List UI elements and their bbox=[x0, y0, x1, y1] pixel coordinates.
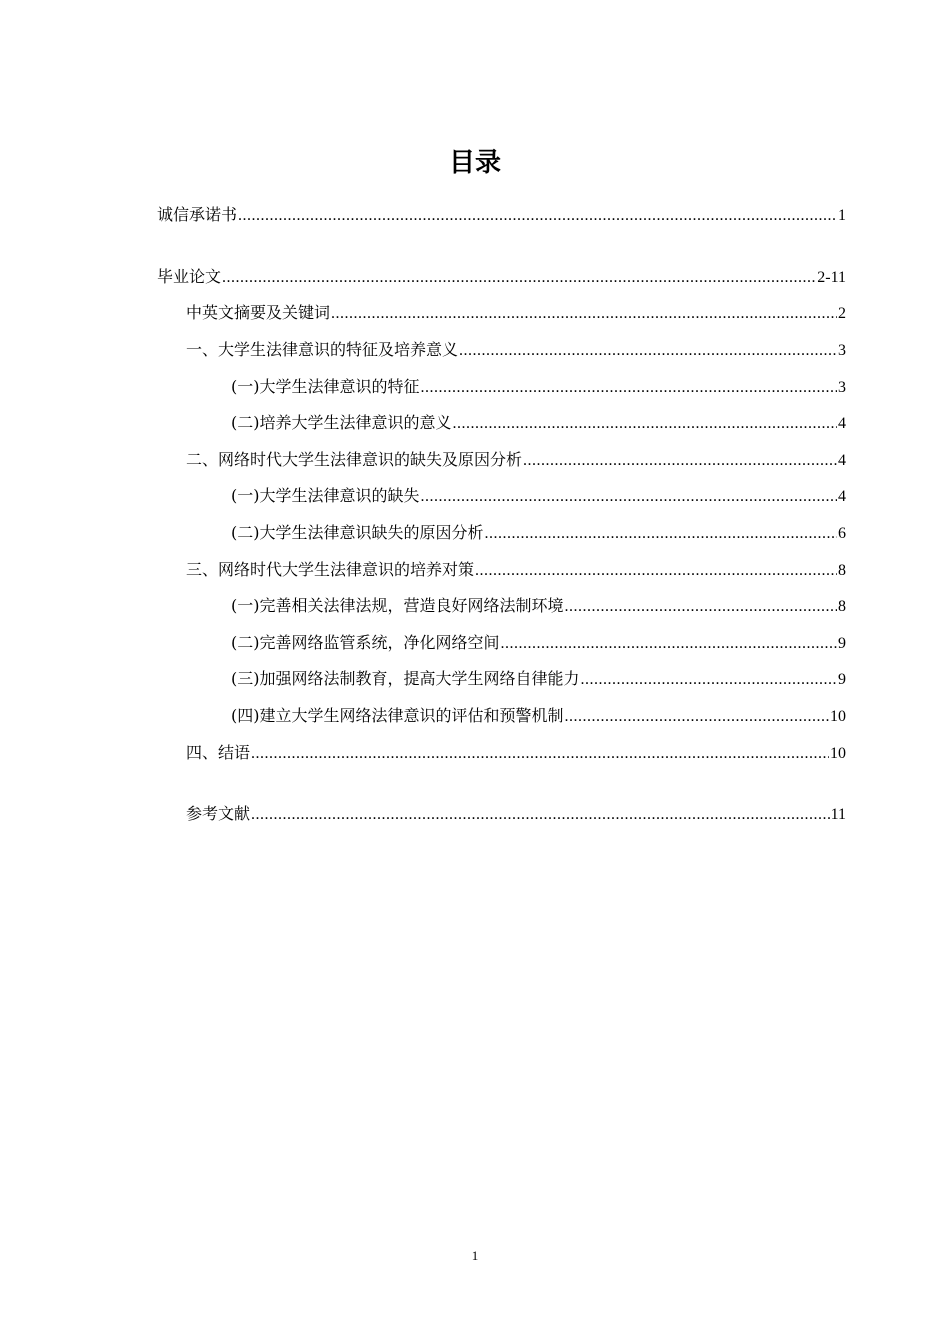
toc-entry[interactable] bbox=[157, 264, 846, 290]
toc-entry[interactable] bbox=[186, 300, 846, 326]
toc-leader-dots bbox=[565, 704, 830, 730]
toc-entry[interactable] bbox=[157, 202, 846, 228]
toc-entry-label: 三、网络时代大学生法律意识的培养对策 bbox=[186, 560, 475, 579]
toc-leader-dots bbox=[421, 375, 838, 401]
toc-entry-page: 10 bbox=[830, 708, 846, 725]
toc-leader-dots bbox=[459, 338, 837, 364]
toc-entry-label: 参考文献 bbox=[186, 804, 251, 823]
toc-leader-dots bbox=[501, 631, 838, 657]
toc-entry-page: 2 bbox=[838, 305, 846, 322]
toc-entry[interactable] bbox=[186, 447, 846, 473]
toc-entry[interactable] bbox=[186, 337, 846, 363]
toc-entry-label: (二)大学生法律意识缺失的原因分析 bbox=[231, 523, 484, 542]
toc-leader-dots bbox=[565, 594, 838, 620]
toc-entry[interactable] bbox=[231, 483, 846, 509]
toc-leader-dots bbox=[485, 521, 838, 547]
toc-entry-page: 9 bbox=[838, 671, 846, 688]
toc-leader-dots bbox=[421, 484, 838, 510]
toc-entry-page: 4 bbox=[838, 488, 846, 505]
toc-entry-page: 11 bbox=[830, 806, 846, 823]
toc-entry-page: 1 bbox=[838, 207, 846, 224]
toc-entry-page: 8 bbox=[838, 598, 846, 615]
toc-leader-dots bbox=[222, 265, 816, 291]
toc-entry-label: (二)完善网络监管系统，净化网络空间 bbox=[231, 633, 500, 652]
toc-entry-label: (一)大学生法律意识的缺失 bbox=[231, 486, 420, 505]
toc-entry[interactable] bbox=[231, 666, 846, 692]
toc-entry-label: (二)培养大学生法律意识的意义 bbox=[231, 413, 452, 432]
toc-entry[interactable] bbox=[231, 593, 846, 619]
page-title: 目录 bbox=[448, 148, 501, 178]
toc-entry-page: 3 bbox=[838, 379, 846, 396]
toc-entry-page: 10 bbox=[830, 745, 846, 762]
toc-entry-page: 6 bbox=[838, 525, 846, 542]
toc-entry-label: (一)完善相关法律法规，营造良好网络法制环境 bbox=[231, 596, 564, 615]
toc-entry-label: (四)建立大学生网络法律意识的评估和预警机制 bbox=[231, 706, 564, 725]
toc-entry-label: 一、大学生法律意识的特征及培养意义 bbox=[186, 340, 459, 359]
toc-entry-page: 3 bbox=[838, 342, 846, 359]
toc-entry[interactable] bbox=[231, 374, 846, 400]
toc-leader-dots bbox=[238, 203, 837, 229]
toc-entry[interactable] bbox=[231, 630, 846, 656]
toc-leader-dots bbox=[475, 558, 837, 584]
toc-entry[interactable] bbox=[186, 801, 846, 827]
toc-entry-label: (三)加强网络法制教育，提高大学生网络自律能力 bbox=[231, 669, 580, 688]
toc-entry-label: 中英文摘要及关键词 bbox=[186, 303, 331, 322]
toc-entry-label: 诚信承诺书 bbox=[157, 205, 238, 224]
toc-entry[interactable] bbox=[186, 557, 846, 583]
toc-leader-dots bbox=[251, 802, 830, 828]
toc-leader-dots bbox=[251, 741, 829, 767]
toc-leader-dots bbox=[453, 411, 838, 437]
toc-entry-page: 9 bbox=[838, 635, 846, 652]
toc-leader-dots bbox=[331, 301, 837, 327]
toc-entry-page: 4 bbox=[838, 415, 846, 432]
toc-leader-dots bbox=[581, 667, 838, 693]
toc-entry[interactable] bbox=[231, 410, 846, 436]
toc-entry[interactable] bbox=[186, 740, 846, 766]
toc-entry[interactable] bbox=[231, 520, 846, 546]
toc-entry-label: 二、网络时代大学生法律意识的缺失及原因分析 bbox=[186, 450, 523, 469]
toc-entry-page: 2-11 bbox=[817, 269, 846, 286]
toc-leader-dots bbox=[523, 448, 837, 474]
toc-entry-label: 毕业论文 bbox=[157, 267, 222, 286]
toc-entry-label: 四、结语 bbox=[186, 743, 251, 762]
page-number-footer: 1 bbox=[471, 1248, 479, 1263]
toc-entry-page: 8 bbox=[838, 562, 846, 579]
toc-entry[interactable] bbox=[231, 703, 846, 729]
toc-entry-page: 4 bbox=[838, 452, 846, 469]
toc-entry-label: (一)大学生法律意识的特征 bbox=[231, 377, 420, 396]
